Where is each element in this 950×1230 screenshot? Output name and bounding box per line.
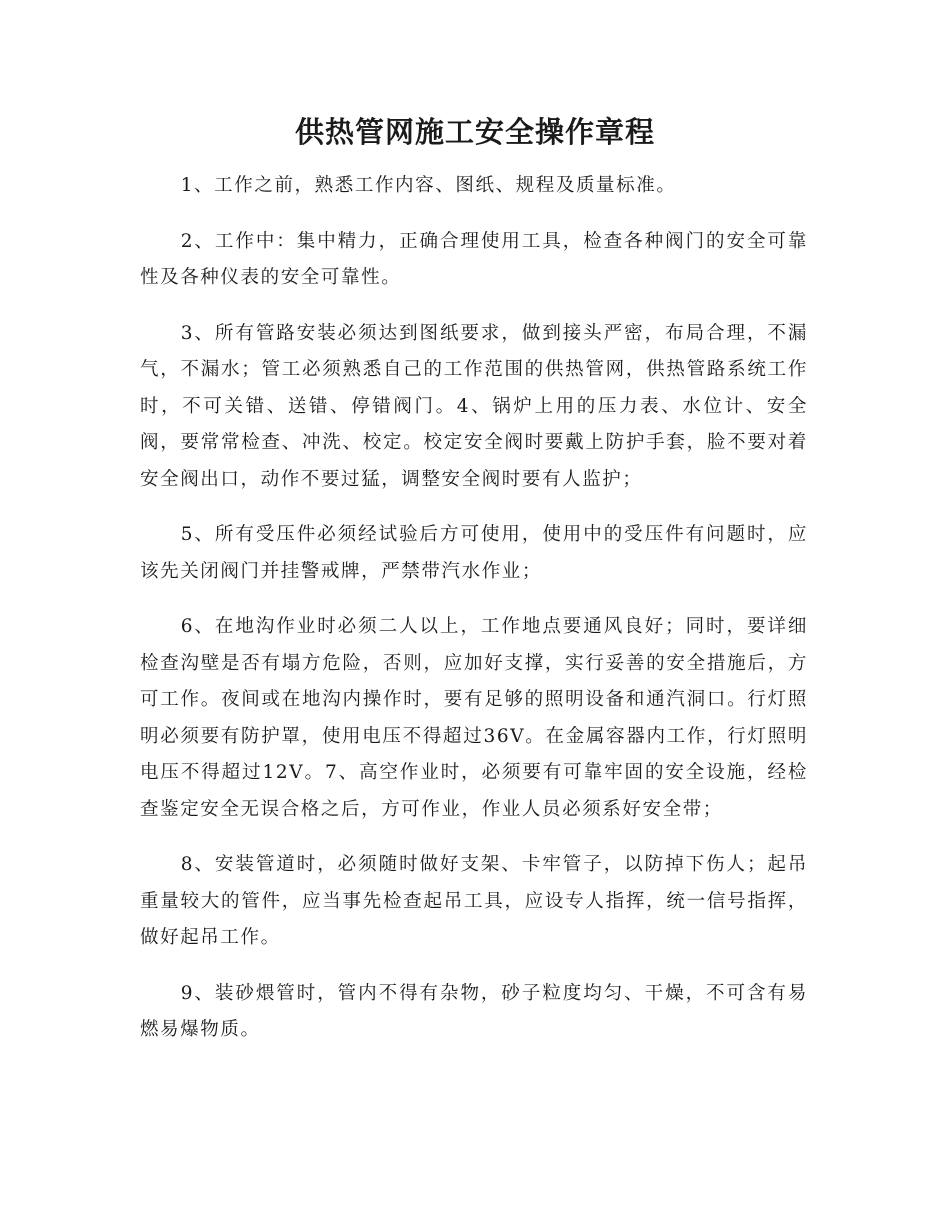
document-title: 供热管网施工安全操作章程	[294, 115, 655, 149]
paragraph-5: 5、所有受压件必须经试验后方可使用，使用中的受压件有问题时，应该先关闭阀门并挂警戒牌，严禁带汽水作业；	[140, 524, 808, 582]
paragraph-3: 3、所有管路安装必须达到图纸要求，做到接头严密，布局合理，不漏气，不漏水；管工必须熟悉自己的工作范围的供热管网，供热管路系统工作时，不可关错、送错、停错阀门。4、锅炉上用的压力表、水位计、安全阀，要常常检查、冲洗、校定。校定安全阀时要戴上防护手套，脸不要对着安全阀出口，动作不要过猛，调整安全阀时要有人监护；	[140, 322, 808, 490]
paragraph-9: 9、装砂煨管时，管内不得有杂物，砂子粒度均匀、干燥，不可含有易燃易爆物质。	[140, 982, 808, 1040]
paragraph-2: 2、工作中：集中精力，正确合理使用工具，检查各种阀门的安全可靠性及各种仪表的安全可靠性。	[140, 230, 808, 288]
paragraph-6: 6、在地沟作业时必须二人以上，工作地点要通风良好；同时，要详细检查沟壁是否有塌方危险，否则，应加好支撑，实行妥善的安全措施后，方可工作。夜间或在地沟内操作时，要有足够的照明设备和通汽洞口。行灯照明必须要有防护罩，使用电压不得超过36V。在金属容器内工作，行灯照明电压不得超过12V。7、高空作业时，必须要有可靠牢固的安全设施，经检查鉴定安全无误合格之后，方可作业，作业人员必须系好安全带；	[140, 616, 808, 820]
paragraph-8: 8、安装管道时，必须随时做好支架、卡牢管子，以防掉下伤人；起吊重量较大的管件，应当事先检查起吊工具，应设专人指挥，统一信号指挥，做好起吊工作。	[140, 854, 808, 948]
paragraph-1: 1、工作之前，熟悉工作内容、图纸、规程及质量标准。	[180, 175, 677, 196]
document-body	[140, 168, 808, 1068]
